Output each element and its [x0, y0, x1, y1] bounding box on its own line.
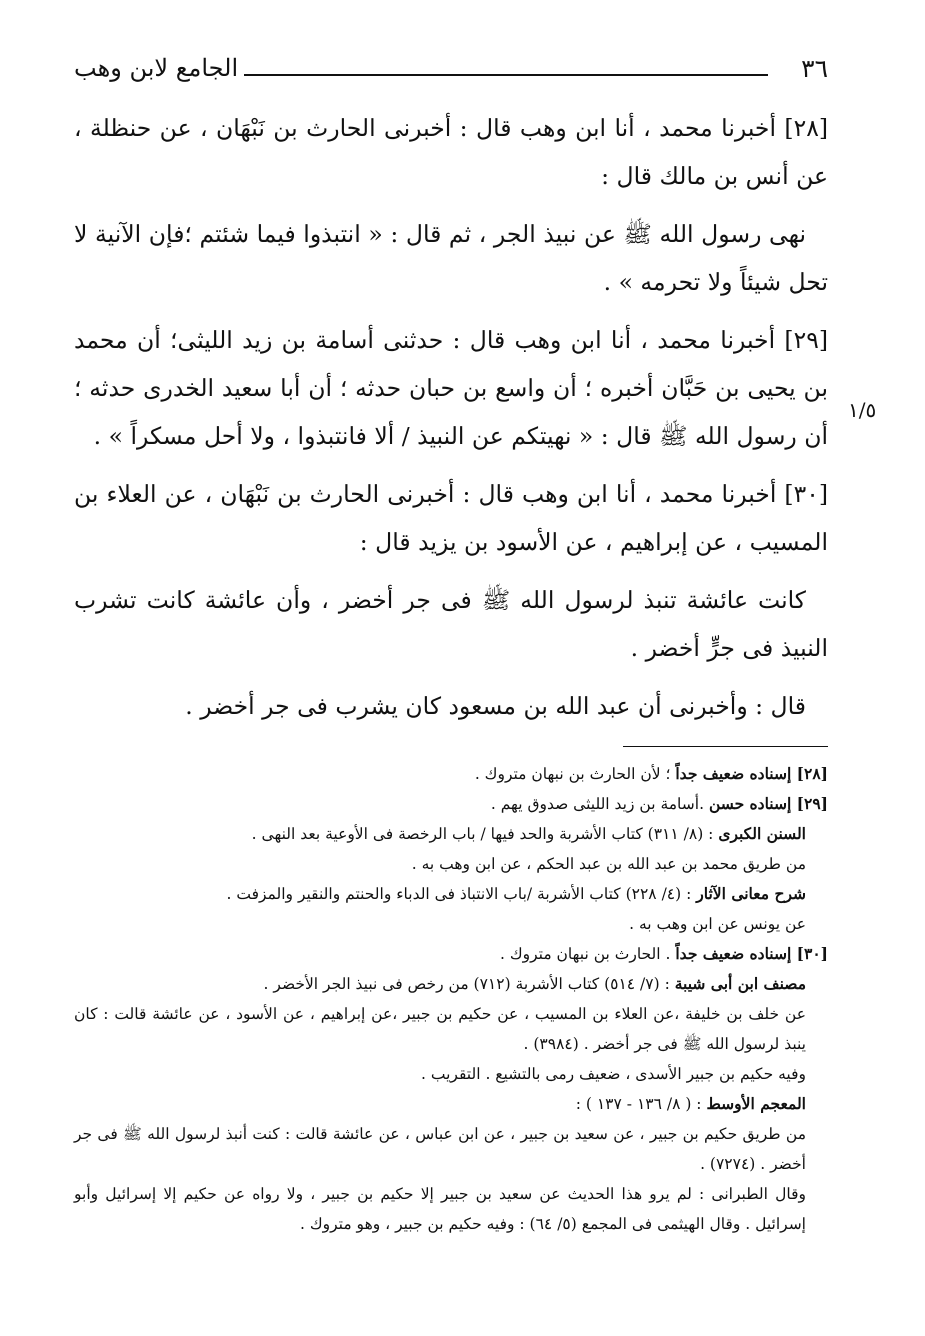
page-header — [74, 54, 828, 90]
footnote-text: . الحارث بن نبهان متروك . — [499, 945, 676, 963]
footnote-source-chain: من طريق حكيم بن جبير ، عن سعيد بن جبير ، عن ابن عباس ، عن عائشة قالت : كنت أنبذ لرسول الله ﷺ فى جر أخضر . (٧٢٧٤) . — [74, 1125, 806, 1173]
footnote-separator — [623, 746, 828, 747]
footnote-source-chain: عن خلف بن خليفة ،عن العلاء بن المسيب ، عن حكيم بن جبير ،عن إبراهيم ، عن الأسود ، عن عائشة قالت : كان ينبذ لرسول الله ﷺ فى جر أخضر . (٣٩٨٤) . — [74, 1005, 806, 1053]
footnote-comment: وقال الطبرانى : لم يرو هذا الحديث عن سعيد بن جبير إلا حكيم بن جبير ، ولا رواه عن حكيم إلا إسرائيل وأبو إسرائيل . وقال الهيثمى فى المجمع (٥/ ٦٤) : وفيه حكيم بن جبير ، وهو متروك . — [74, 1185, 806, 1233]
footnote-label: [٢٩] إسناده حسن — [708, 794, 828, 813]
hadith-28-isnad: [٢٨] أخبرنا محمد ، أنا ابن وهب قال : أخبرنى الحارث بن نَبْهَان ، عن حنظلة ، عن أنس بن مالك قال : — [74, 114, 828, 190]
page-number: ٣٦ — [801, 54, 828, 83]
footnote-29 — [74, 789, 828, 819]
footnote-text: .أسامة بن زيد الليثى صدوق يهم . — [490, 795, 709, 813]
source-ref: : (٧/ ٥١٤) كتاب الأشربة (٧١٢) من رخص فى نبيذ الجر الأخضر . — [263, 975, 675, 993]
manuscript-folio-marker: ١/٥ — [848, 398, 877, 422]
source-ref: : (٤/ ٢٢٨) كتاب الأشربة /باب الانتباذ فى الدباء والحنتم والنقير والمزفت . — [226, 885, 697, 903]
source-ref: : ( ٨/ ١٣٦ - ١٣٧ ) : — [575, 1095, 707, 1113]
footnote-28 — [74, 759, 828, 789]
running-title: الجامع لابن وهب — [74, 54, 239, 82]
hadith-28-matn: نهى رسول الله ﷺ عن نبيذ الجر ، ثم قال : « انتبذوا فيما شئتم ؛فإن الآنية لا تحل شيئاً ولا تحرمه » . — [74, 220, 828, 296]
source-ref: : (٨/ ٣١١) كتاب الأشربة والحد فيها / باب الرخصة فى الأوعية بعد النهى . — [251, 825, 719, 843]
source-title: شرح معانى الآثار — [696, 884, 806, 903]
hadith-30-isnad: [٣٠] أخبرنا محمد ، أنا ابن وهب قال : أخبرنى الحارث بن نَبْهَان ، عن العلاء بن المسيب ، عن إبراهيم ، عن الأسود بن يزيد قال : — [74, 480, 828, 556]
footnote-source — [74, 819, 828, 849]
source-title: مصنف ابن أبى شيبة — [674, 974, 806, 993]
header-rule — [244, 74, 768, 76]
footnote-source — [74, 969, 828, 999]
footnotes — [74, 759, 828, 1239]
source-title: السنن الكبرى — [718, 824, 806, 843]
footnote-source-chain: من طريق محمد بن عبد الله بن عبد الحكم ، عن ابن وهب به . — [411, 855, 806, 873]
footnote-comment: وفيه حكيم بن جبير الأسدى ، ضعيف رمى بالتشيع . التقريب . — [421, 1065, 806, 1083]
footnote-source — [74, 1089, 828, 1119]
footnote-label: [٢٨] إسناده ضعيف جداً — [675, 764, 828, 783]
footnote-30 — [74, 939, 828, 969]
hadith-30-addendum: قال : وأخبرنى أن عبد الله بن مسعود كان يشرب فى جر أخضر . — [185, 692, 806, 720]
footnote-text: ؛ لأن الحارث بن نبهان متروك . — [474, 765, 676, 783]
hadith-29: [٢٩] أخبرنا محمد ، أنا ابن وهب قال : حدثنى أسامة بن زيد الليثى؛ أن محمد بن يحيى بن حَبَّان أخبره ؛ أن واسع بن حبان حدثه ؛ أن أبا سعيد الخدرى حدثه ؛ أن رسول الله ﷺ قال : « نهيتكم عن النبيذ / ألا فانتبذوا ، ولا أحل مسكراً » . — [74, 326, 828, 450]
main-text — [74, 104, 828, 740]
footnote-source-chain: عن يونس عن ابن وهب به . — [629, 915, 806, 933]
source-title: المعجم الأوسط — [706, 1094, 806, 1113]
footnote-label: [٣٠] إسناده ضعيف جداً — [675, 944, 828, 963]
footnote-source — [74, 879, 828, 909]
hadith-30-matn: كانت عائشة تنبذ لرسول الله ﷺ فى جر أخضر ، وأن عائشة كانت تشرب النبيذ فى جرٍّ أخضر . — [74, 586, 828, 662]
